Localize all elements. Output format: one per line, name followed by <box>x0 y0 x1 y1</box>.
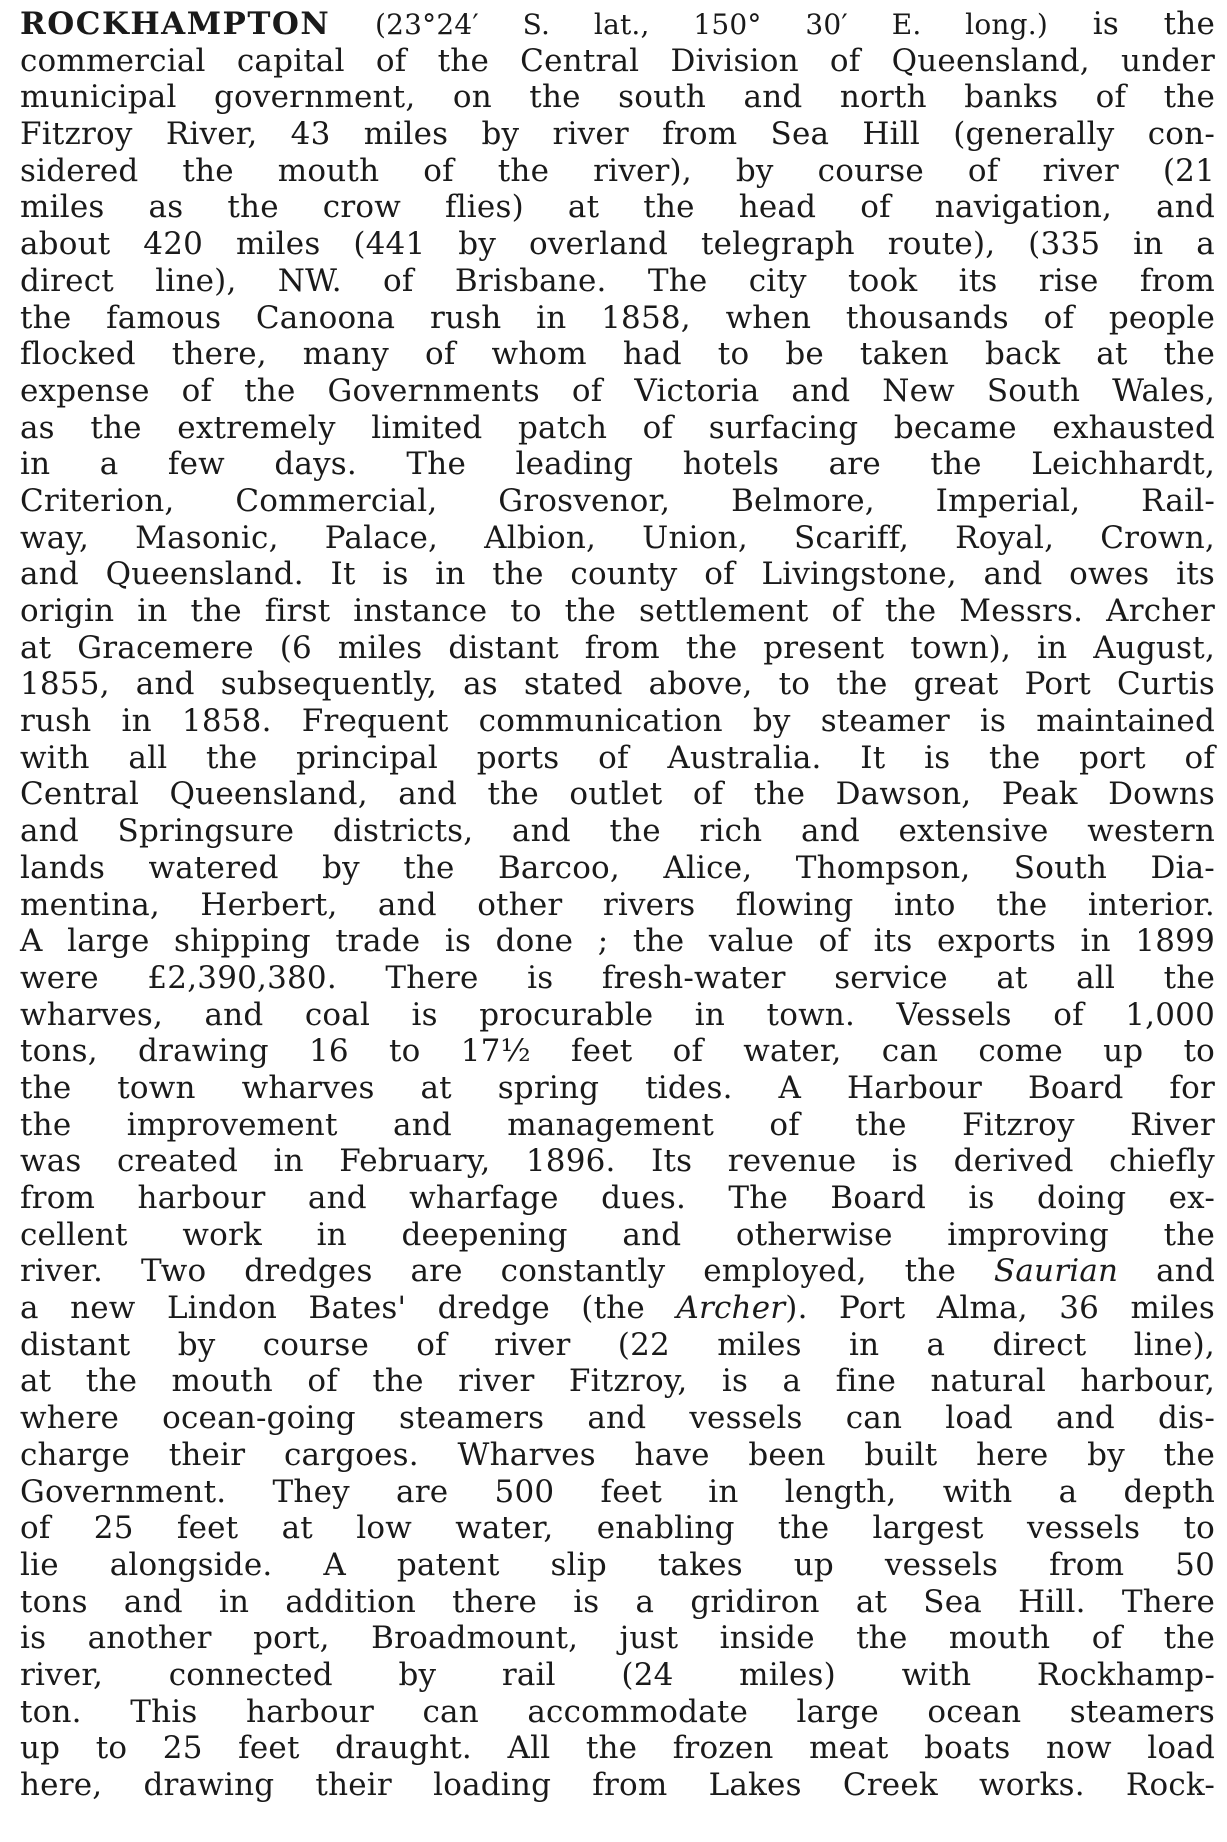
article-line: rush in 1858. Frequent communication by steamer is maintained <box>20 703 1215 740</box>
article-text-block <box>20 6 1215 1804</box>
article-line: ton. This harbour can accommodate large ocean steamers <box>20 1693 1215 1730</box>
article-line: distant by course of river (22 miles in a direct line), <box>20 1326 1215 1363</box>
article-line: origin in the first instance to the settlement of the Messrs. Archer <box>20 593 1215 629</box>
article-line: and Queensland. It is in the county of Livingstone, and owes its <box>20 556 1215 593</box>
article-line: Government. They are 500 feet in length, with a depth <box>20 1473 1215 1510</box>
article-line: in a few days. The leading hotels are the Leichhardt, <box>20 446 1215 483</box>
article-line: expense of the Governments of Victoria and New South Wales, <box>20 372 1215 409</box>
ship-name-saurian: Saurian <box>993 1253 1119 1290</box>
article-line: miles as the crow flies) at the head of navigation, and <box>20 189 1215 226</box>
article-line: way, Masonic, Palace, Albion, Union, Scariff, Royal, Crown, <box>20 519 1215 556</box>
ship-name-archer: Archer <box>676 1290 786 1327</box>
text-segment: and <box>1156 1253 1215 1290</box>
article-line: the improvement and management of the Fitzroy River <box>20 1106 1215 1143</box>
text-segment: a new Lindon Bates' dredge (the <box>20 1290 645 1327</box>
article-line: cellent work in deepening and otherwise improving the <box>20 1216 1215 1253</box>
article-line: Criterion, Commercial, Grosvenor, Belmore, Imperial, Rail- <box>20 482 1215 519</box>
article-line: and Springsure districts, and the rich and extensive western <box>20 813 1215 850</box>
text-segment: river. Two dredges are constantly employed, the <box>20 1253 957 1290</box>
article-line: Central Queensland, and the outlet of the Dawson, Peak Downs <box>20 776 1215 813</box>
article-line: from harbour and wharfage dues. The Board is doing ex- <box>20 1180 1215 1216</box>
article-line: of 25 feet at low water, enabling the largest vessels to <box>20 1510 1215 1547</box>
article-line: is another port, Broadmount, just inside the mouth of the <box>20 1620 1215 1657</box>
text-segment: ). Port Alma, 36 miles <box>785 1290 1215 1327</box>
article-line-1 <box>20 6 1215 43</box>
article-line: A large shipping trade is done ; the value of its exports in 1899 <box>20 923 1215 960</box>
article-line-saurian <box>20 1253 1215 1290</box>
article-line: here, drawing their loading from Lakes Creek works. Rock- <box>20 1767 1215 1803</box>
article-line-archer <box>20 1290 1215 1327</box>
headword: ROCKHAMPTON <box>20 6 331 42</box>
article-line: tons, drawing 16 to 17½ feet of water, can come up to <box>20 1033 1215 1070</box>
article-line: the famous Canoona rush in 1858, when thousands of people <box>20 299 1215 336</box>
article-line: wharves, and coal is procurable in town. Vessels of 1,000 <box>20 996 1215 1033</box>
article-line: tons and in addition there is a gridiron at Sea Hill. There <box>20 1583 1215 1620</box>
article-line: municipal government, on the south and north banks of the <box>20 79 1215 116</box>
article-line: about 420 miles (441 by overland telegraph route), (335 in a <box>20 226 1215 263</box>
coordinates: (23°24′ S. lat., 150° 30′ E. long.) <box>374 8 1048 41</box>
article-line: where ocean-going steamers and vessels can load and dis- <box>20 1400 1215 1437</box>
article-line: direct line), NW. of Brisbane. The city took its rise from <box>20 262 1215 299</box>
article-line: lie alongside. A patent slip takes up vessels from 50 <box>20 1546 1215 1583</box>
article-line: at the mouth of the river Fitzroy, is a fine natural harbour, <box>20 1363 1215 1400</box>
article-line: as the extremely limited patch of surfacing became exhausted <box>20 409 1215 446</box>
article-line: were £2,390,380. There is fresh-water service at all the <box>20 959 1215 996</box>
article-line: up to 25 feet draught. All the frozen meat boats now load <box>20 1730 1215 1767</box>
article-line: sidered the mouth of the river), by course of river (21 <box>20 152 1215 189</box>
article-line: commercial capital of the Central Division of Queensland, under <box>20 42 1215 79</box>
article-line: Fitzroy River, 43 miles by river from Sea Hill (generally con- <box>20 116 1215 153</box>
article-line: 1855, and subsequently, as stated above, to the great Port Curtis <box>20 666 1215 703</box>
article-line: at Gracemere (6 miles distant from the present town), in August, <box>20 629 1215 666</box>
line-1-rest: is the <box>1092 6 1216 42</box>
article-line: the town wharves at spring tides. A Harbour Board for <box>20 1069 1215 1106</box>
article-line: charge their cargoes. Wharves have been built here by the <box>20 1436 1215 1473</box>
article-line: was created in February, 1896. Its revenue is derived chiefly <box>20 1143 1215 1180</box>
article-line: with all the principal ports of Australia. It is the port of <box>20 739 1215 776</box>
article-line: river, connected by rail (24 miles) with Rockhamp- <box>20 1656 1215 1693</box>
article-line: flocked there, many of whom had to be taken back at the <box>20 336 1215 373</box>
article-line: mentina, Herbert, and other rivers flowing into the interior. <box>20 886 1215 923</box>
article-line: lands watered by the Barcoo, Alice, Thompson, South Dia- <box>20 849 1215 886</box>
